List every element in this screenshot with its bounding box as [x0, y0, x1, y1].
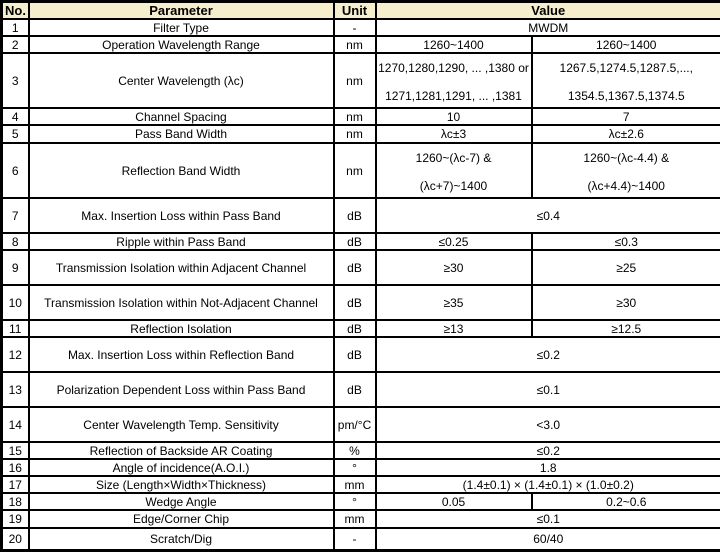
- value-cell-left: λc±3: [376, 125, 532, 143]
- table-row: [2, 36, 720, 53]
- parameter-cell: Max. Insertion Loss within Reflection Band: [29, 337, 334, 372]
- table-row: [2, 19, 720, 36]
- unit-cell: nm: [334, 36, 376, 53]
- parameter-cell: Edge/Corner Chip: [29, 510, 334, 528]
- unit-cell: mm: [334, 510, 376, 528]
- table-row: [2, 442, 720, 459]
- value-cell: 60/40: [376, 528, 720, 550]
- header-value: Value: [376, 2, 720, 20]
- table-row: [2, 372, 720, 407]
- parameter-cell: Center Wavelength (λc): [29, 53, 334, 108]
- parameter-cell: Filter Type: [29, 19, 334, 36]
- row-number-cell: 13: [2, 372, 29, 407]
- spec-table-body: [2, 19, 720, 550]
- value-line: (λc+7)~1400: [419, 178, 488, 193]
- parameter-cell: Center Wavelength Temp. Sensitivity: [29, 407, 334, 442]
- value-cell-right: ≤0.3: [532, 233, 720, 250]
- parameter-cell: Reflection Band Width: [29, 143, 334, 198]
- table-row: [2, 459, 720, 476]
- value-line: 1270,1280,1290, ... ,1380 or: [378, 60, 529, 75]
- row-number-cell: 3: [2, 53, 29, 108]
- value-cell-left: ≥30: [376, 250, 532, 285]
- value-cell: ≤0.4: [376, 198, 720, 233]
- row-number-cell: 12: [2, 337, 29, 372]
- parameter-cell: Ripple within Pass Band: [29, 233, 334, 250]
- parameter-cell: Angle of incidence(A.O.I.): [29, 459, 334, 476]
- unit-cell: dB: [334, 233, 376, 250]
- value-cell-right: ≥30: [532, 285, 720, 320]
- value-cell-right: 7: [532, 108, 720, 125]
- value-cell-left: [376, 143, 532, 198]
- unit-cell: nm: [334, 108, 376, 125]
- parameter-cell: Channel Spacing: [29, 108, 334, 125]
- header-parameter: Parameter: [29, 2, 334, 20]
- table-row: [2, 476, 720, 493]
- unit-cell: -: [334, 528, 376, 550]
- unit-cell: nm: [334, 143, 376, 198]
- unit-cell: °: [334, 459, 376, 476]
- row-number-cell: 9: [2, 250, 29, 285]
- value-cell-right: ≥12.5: [532, 320, 720, 337]
- unit-cell: dB: [334, 285, 376, 320]
- unit-cell: %: [334, 442, 376, 459]
- unit-cell: -: [334, 19, 376, 36]
- value-cell: ≤0.1: [376, 510, 720, 528]
- table-row: [2, 320, 720, 337]
- row-number-cell: 18: [2, 493, 29, 510]
- value-cell: (1.4±0.1) × (1.4±0.1) × (1.0±0.2): [376, 476, 720, 493]
- row-number-cell: 10: [2, 285, 29, 320]
- parameter-cell: Pass Band Width: [29, 125, 334, 143]
- table-row: [2, 285, 720, 320]
- parameter-cell: Transmission Isolation within Adjacent Channel: [29, 250, 334, 285]
- table-row: [2, 53, 720, 108]
- parameter-cell: Size (Length×Width×Thickness): [29, 476, 334, 493]
- value-cell-left: 1260~1400: [376, 36, 532, 53]
- multiline-value: [535, 149, 719, 193]
- value-cell-left: 10: [376, 108, 532, 125]
- row-number-cell: 5: [2, 125, 29, 143]
- value-line: 1260~(λc-4.4) &: [583, 150, 670, 165]
- row-number-cell: 19: [2, 510, 29, 528]
- parameter-cell: Reflection of Backside AR Coating: [29, 442, 334, 459]
- header-unit: Unit: [334, 2, 376, 20]
- unit-cell: dB: [334, 250, 376, 285]
- value-line: 1267.5,1274.5,1287.5,...,: [559, 60, 693, 75]
- parameter-cell: Max. Insertion Loss within Pass Band: [29, 198, 334, 233]
- table-row: [2, 125, 720, 143]
- table-row: [2, 250, 720, 285]
- parameter-cell: Operation Wavelength Range: [29, 36, 334, 53]
- row-number-cell: 2: [2, 36, 29, 53]
- unit-cell: dB: [334, 320, 376, 337]
- row-number-cell: 15: [2, 442, 29, 459]
- row-number-cell: 4: [2, 108, 29, 125]
- unit-cell: nm: [334, 53, 376, 108]
- table-row: [2, 233, 720, 250]
- value-line: 1260~(λc-7) &: [415, 150, 492, 165]
- unit-cell: °: [334, 493, 376, 510]
- value-cell: ≤0.2: [376, 442, 720, 459]
- value-cell: ≤0.2: [376, 337, 720, 372]
- value-cell-right: [532, 143, 720, 198]
- row-number-cell: 17: [2, 476, 29, 493]
- parameter-cell: Polarization Dependent Loss within Pass Band: [29, 372, 334, 407]
- row-number-cell: 16: [2, 459, 29, 476]
- value-cell: 1.8: [376, 459, 720, 476]
- unit-cell: dB: [334, 198, 376, 233]
- row-number-cell: 8: [2, 233, 29, 250]
- row-number-cell: 20: [2, 528, 29, 550]
- value-cell-left: ≥35: [376, 285, 532, 320]
- value-line: 1271,1281,1291, ... ,1381: [385, 88, 522, 103]
- value-cell-left: ≥13: [376, 320, 532, 337]
- unit-cell: nm: [334, 125, 376, 143]
- value-cell-right: 1260~1400: [532, 36, 720, 53]
- multiline-value: [535, 59, 719, 103]
- header-no: No.: [2, 2, 29, 20]
- table-row: [2, 143, 720, 198]
- value-cell-right: [532, 53, 720, 108]
- parameter-cell: Reflection Isolation: [29, 320, 334, 337]
- parameter-cell: Scratch/Dig: [29, 528, 334, 550]
- table-row: [2, 337, 720, 372]
- value-cell-right: ≥25: [532, 250, 720, 285]
- row-number-cell: 1: [2, 19, 29, 36]
- multiline-value: [379, 149, 529, 193]
- multiline-value: [379, 59, 529, 103]
- unit-cell: mm: [334, 476, 376, 493]
- table-row: [2, 493, 720, 510]
- value-cell: ≤0.1: [376, 372, 720, 407]
- value-cell-left: ≤0.25: [376, 233, 532, 250]
- row-number-cell: 6: [2, 143, 29, 198]
- value-line: 1354.5,1367.5,1374.5: [567, 88, 685, 103]
- table-row: [2, 528, 720, 550]
- unit-cell: dB: [334, 337, 376, 372]
- value-cell-right: 0.2~0.6: [532, 493, 720, 510]
- value-cell-left: [376, 53, 532, 108]
- row-number-cell: 7: [2, 198, 29, 233]
- value-cell: <3.0: [376, 407, 720, 442]
- unit-cell: pm/°C: [334, 407, 376, 442]
- value-cell-left: 0.05: [376, 493, 532, 510]
- value-cell-right: λc±2.6: [532, 125, 720, 143]
- value-line: (λc+4.4)~1400: [587, 178, 665, 193]
- row-number-cell: 14: [2, 407, 29, 442]
- table-row: [2, 198, 720, 233]
- parameter-cell: Wedge Angle: [29, 493, 334, 510]
- table-row: [2, 407, 720, 442]
- row-number-cell: 11: [2, 320, 29, 337]
- parameter-cell: Transmission Isolation within Not-Adjacent Channel: [29, 285, 334, 320]
- value-cell: MWDM: [376, 19, 720, 36]
- table-row: [2, 510, 720, 528]
- table-row: [2, 108, 720, 125]
- unit-cell: dB: [334, 372, 376, 407]
- header-row: [2, 2, 720, 20]
